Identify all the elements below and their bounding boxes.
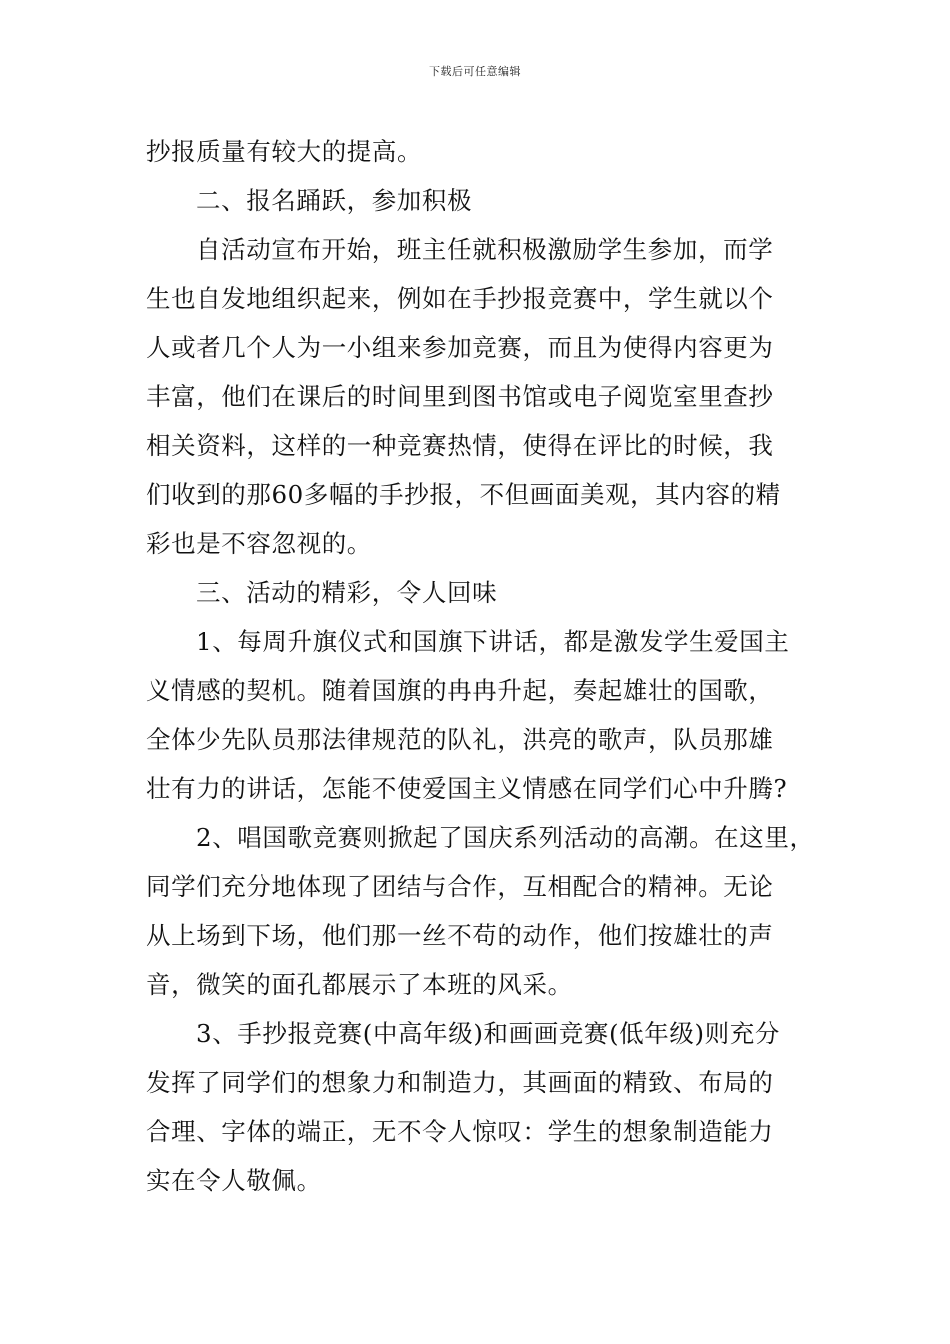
paragraph-line: 生也自发地组织起来，例如在手抄报竞赛中，学生就以个 bbox=[146, 284, 774, 313]
paragraph-line: 2、唱国歌竞赛则掀起了国庆系列活动的高潮。在这里， bbox=[196, 823, 815, 852]
paragraph-line: 们收到的那60多幅的手抄报，不但画面美观，其内容的精 bbox=[146, 480, 781, 509]
paragraph-line: 壮有力的讲话，怎能不使爱国主义情感在同学们心中升腾? bbox=[146, 774, 788, 803]
paragraph-line: 合理、字体的端正，无不令人惊叹：学生的想象制造能力 bbox=[146, 1117, 774, 1146]
paragraph-line: 从上场到下场，他们那一丝不苟的动作，他们按雄壮的声 bbox=[146, 921, 774, 950]
paragraph-line: 自活动宣布开始，班主任就积极激励学生参加，而学 bbox=[196, 235, 774, 264]
paragraph-line: 义情感的契机。随着国旗的冉冉升起，奏起雄壮的国歌， bbox=[146, 676, 774, 705]
paragraph-line: 同学们充分地体现了团结与合作，互相配合的精神。无论 bbox=[146, 872, 774, 901]
paragraph-line: 彩也是不容忽视的。 bbox=[146, 529, 372, 558]
paragraph-line: 人或者几个人为一小组来参加竞赛，而且为使得内容更为 bbox=[146, 333, 774, 362]
section-heading: 二、报名踊跃，参加积极 bbox=[196, 186, 473, 215]
paragraph-line: 1、每周升旗仪式和国旗下讲话，都是激发学生爱国主 bbox=[196, 627, 790, 656]
text-line: 抄报质量有较大的提高。 bbox=[146, 137, 423, 166]
page-header: 下载后可任意编辑 bbox=[429, 65, 521, 78]
paragraph-line: 全体少先队员那法律规范的队礼，洪亮的歌声，队员那雄 bbox=[146, 725, 774, 754]
paragraph-line: 相关资料，这样的一种竞赛热情，使得在评比的时候，我 bbox=[146, 431, 774, 460]
paragraph-line: 音，微笑的面孔都展示了本班的风采。 bbox=[146, 970, 573, 999]
paragraph-line: 丰富，他们在课后的时间里到图书馆或电子阅览室里查抄 bbox=[146, 382, 774, 411]
section-heading: 三、活动的精彩，令人回味 bbox=[196, 578, 498, 607]
paragraph-line: 3、手抄报竞赛(中高年级)和画画竞赛(低年级)则充分 bbox=[196, 1019, 780, 1048]
paragraph-line: 发挥了同学们的想象力和制造力，其画面的精致、布局的 bbox=[146, 1068, 774, 1097]
document-body bbox=[146, 127, 826, 1205]
paragraph-line: 实在令人敬佩。 bbox=[146, 1166, 322, 1195]
